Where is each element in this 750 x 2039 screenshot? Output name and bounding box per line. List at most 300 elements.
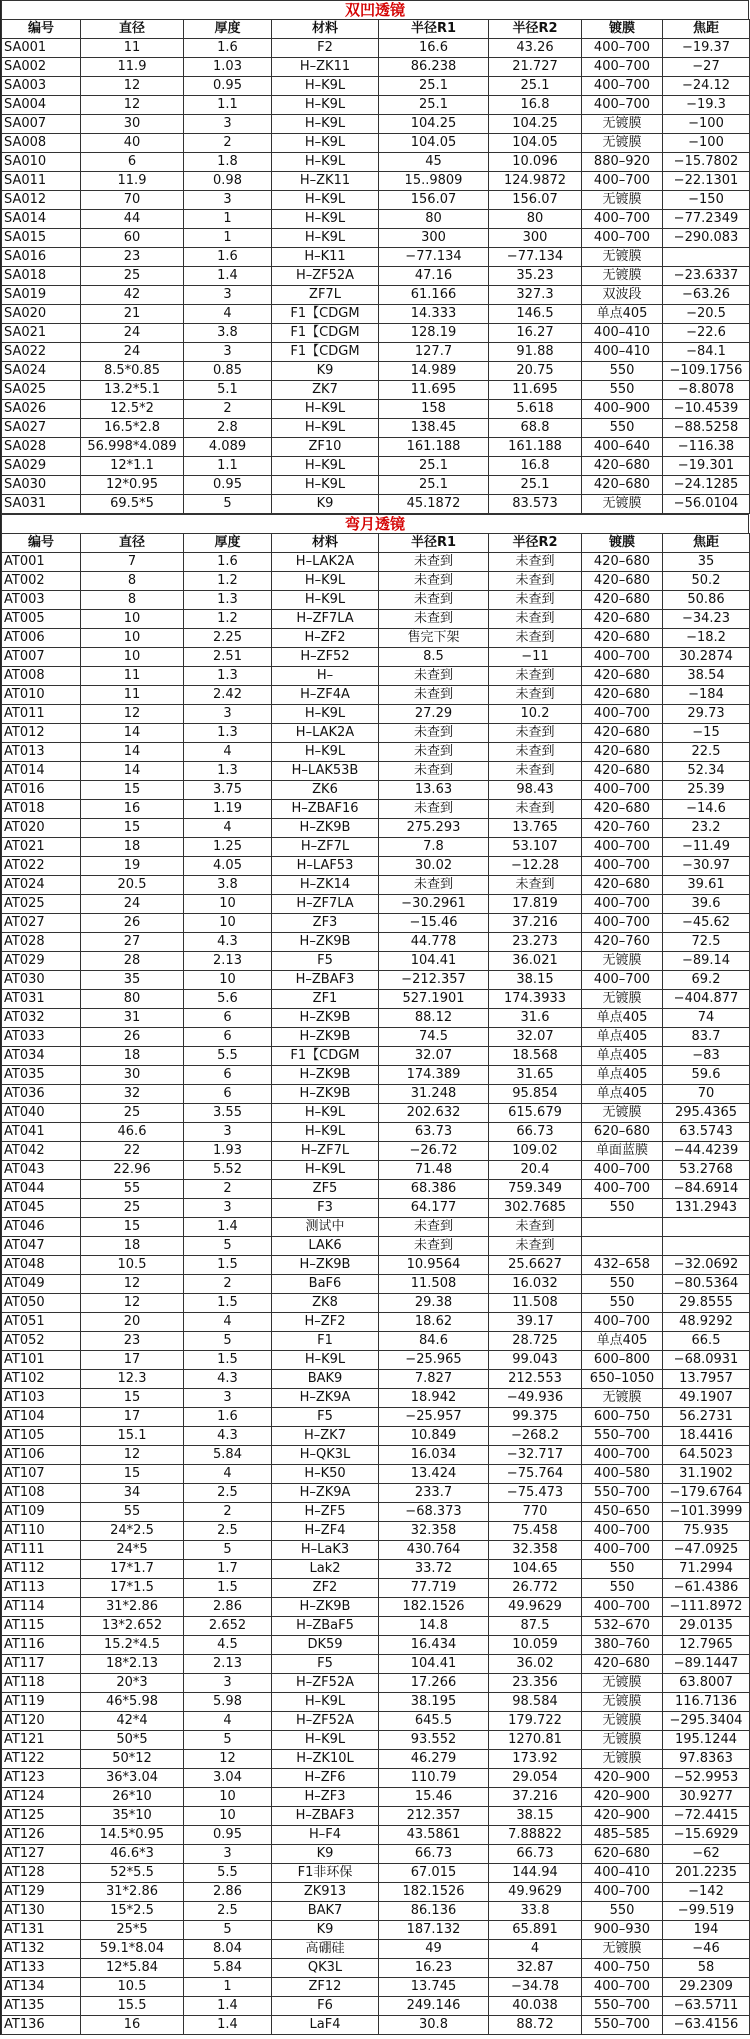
table-cell: 550: [582, 1902, 663, 1921]
table-cell: 21: [81, 305, 184, 324]
table-cell: AT021: [2, 838, 81, 857]
table-cell: AT129: [2, 1883, 81, 1902]
table-cell: 173.92: [489, 1750, 582, 1769]
table-cell: 1.4: [184, 267, 272, 286]
table-cell: 32: [81, 1085, 184, 1104]
table-cell: 5.98: [184, 1693, 272, 1712]
table-row: [2, 77, 750, 96]
table-cell: 13.765: [489, 819, 582, 838]
table-cell: 7.8: [379, 838, 489, 857]
table-cell: 420–760: [582, 933, 663, 952]
table-cell: −25.957: [379, 1408, 489, 1427]
table-cell: 77.719: [379, 1579, 489, 1598]
table-cell: −24.1285: [663, 476, 750, 495]
table-cell: AT042: [2, 1142, 81, 1161]
table-cell: AT030: [2, 971, 81, 990]
table-row: [2, 1921, 750, 1940]
table-cell: −14.6: [663, 800, 750, 819]
table-cell: 69.2: [663, 971, 750, 990]
table-cell: Lak2: [272, 1560, 379, 1579]
table-cell: −75.473: [489, 1484, 582, 1503]
table-cell: 未查到: [489, 1237, 582, 1256]
table-cell: 17.819: [489, 895, 582, 914]
table-cell: 2.51: [184, 648, 272, 667]
table-cell: 25.1: [489, 77, 582, 96]
table-row: [2, 495, 750, 514]
table-cell: 2: [184, 1275, 272, 1294]
table-cell: ZK7: [272, 381, 379, 400]
table-cell: SA008: [2, 134, 81, 153]
table-cell: 420–680: [582, 1655, 663, 1674]
table-cell: −109.1756: [663, 362, 750, 381]
table-row: [2, 1997, 750, 2016]
table-cell: 5: [184, 1731, 272, 1750]
table-cell: H–ZK14: [272, 876, 379, 895]
table-cell: 900–930: [582, 1921, 663, 1940]
table-cell: 645.5: [379, 1712, 489, 1731]
table-cell: 124.9872: [489, 172, 582, 191]
table-cell: 17: [81, 1351, 184, 1370]
table-cell: 420–680: [582, 476, 663, 495]
table-cell: H–ZK10L: [272, 1750, 379, 1769]
table-cell: F1【CDGM: [272, 343, 379, 362]
table-cell: 25: [81, 1104, 184, 1123]
table-cell: 12: [81, 1446, 184, 1465]
table-cell: 未查到: [379, 591, 489, 610]
table-cell: 16.032: [489, 1275, 582, 1294]
column-header: 半径R2: [489, 534, 582, 553]
table-cell: H–ZBAF3: [272, 971, 379, 990]
table-cell: AT010: [2, 686, 81, 705]
table-cell: [663, 1237, 750, 1256]
table-cell: 44: [81, 210, 184, 229]
table-cell: 202.632: [379, 1104, 489, 1123]
table-cell: −44.4239: [663, 1142, 750, 1161]
table-cell: 233.7: [379, 1484, 489, 1503]
table-cell: SA025: [2, 381, 81, 400]
table-cell: 80: [489, 210, 582, 229]
table-cell: 15: [81, 1218, 184, 1237]
table-cell: −19.301: [663, 457, 750, 476]
table-cell: 46*5.98: [81, 1693, 184, 1712]
table-cell: 4.3: [184, 1370, 272, 1389]
table-cell: 单点405: [582, 1066, 663, 1085]
table-row: [2, 1902, 750, 1921]
table-cell: 50.86: [663, 591, 750, 610]
table-cell: 71.2994: [663, 1560, 750, 1579]
column-header: 镀膜: [582, 20, 663, 39]
table-cell: 650–1050: [582, 1370, 663, 1389]
table-cell: 1.3: [184, 591, 272, 610]
table-cell: AT131: [2, 1921, 81, 1940]
table-cell: 1.93: [184, 1142, 272, 1161]
table-cell: 20.75: [489, 362, 582, 381]
table-cell: 30.8: [379, 2016, 489, 2035]
table-cell: 1.1: [184, 96, 272, 115]
table-cell: 75.458: [489, 1522, 582, 1541]
table-cell: 未查到: [379, 743, 489, 762]
table-cell: 未查到: [379, 572, 489, 591]
table-row: [2, 1503, 750, 1522]
table-cell: 550: [582, 1294, 663, 1313]
table-row: [2, 838, 750, 857]
table-cell: 2: [184, 1503, 272, 1522]
table-row: [2, 210, 750, 229]
column-header: 厚度: [184, 20, 272, 39]
table-cell: 未查到: [379, 667, 489, 686]
table-cell: 146.5: [489, 305, 582, 324]
table-cell: LAK6: [272, 1237, 379, 1256]
table-cell: BaF6: [272, 1275, 379, 1294]
table-cell: 68.8: [489, 419, 582, 438]
table-cell: 35: [81, 971, 184, 990]
table-cell: 63.8007: [663, 1674, 750, 1693]
table-cell: H–ZF2: [272, 629, 379, 648]
table-cell: 25.1: [379, 96, 489, 115]
table-cell: 26: [81, 914, 184, 933]
table-cell: 13.424: [379, 1465, 489, 1484]
table-cell: −268.2: [489, 1427, 582, 1446]
table-cell: 5.618: [489, 400, 582, 419]
table-cell: 61.166: [379, 286, 489, 305]
table-row: [2, 1009, 750, 1028]
table-cell: 无镀膜: [582, 1674, 663, 1693]
table-cell: 527.1901: [379, 990, 489, 1009]
table-cell: −77.2349: [663, 210, 750, 229]
table-cell: 42*4: [81, 1712, 184, 1731]
table-cell: 1.4: [184, 1218, 272, 1237]
table-cell: −75.764: [489, 1465, 582, 1484]
table-cell: 33.72: [379, 1560, 489, 1579]
table-cell: 40: [81, 134, 184, 153]
table-cell: 18: [81, 838, 184, 857]
table-cell: F6: [272, 1997, 379, 2016]
table-cell: AT102: [2, 1370, 81, 1389]
table-cell: −15.46: [379, 914, 489, 933]
table-cell: 20.4: [489, 1161, 582, 1180]
table-cell: 485–585: [582, 1826, 663, 1845]
table-cell: H–K50: [272, 1465, 379, 1484]
table-cell: 58: [663, 1959, 750, 1978]
table-cell: AT116: [2, 1636, 81, 1655]
table-cell: 1.3: [184, 667, 272, 686]
table-cell: 3.75: [184, 781, 272, 800]
table-cell: 179.722: [489, 1712, 582, 1731]
table-cell: AT049: [2, 1275, 81, 1294]
table-cell: 5.1: [184, 381, 272, 400]
table-cell: 11: [81, 686, 184, 705]
table-cell: 单点405: [582, 1085, 663, 1104]
table-cell: 15*2.5: [81, 1902, 184, 1921]
table-cell: 380–760: [582, 1636, 663, 1655]
table-cell: 1.25: [184, 838, 272, 857]
table-row: [2, 305, 750, 324]
table-cell: 4: [184, 1465, 272, 1484]
table-cell: −89.14: [663, 952, 750, 971]
table-cell: 86.238: [379, 58, 489, 77]
table-cell: 3: [184, 1123, 272, 1142]
table-cell: H–K9L: [272, 457, 379, 476]
table-cell: 104.05: [379, 134, 489, 153]
table-cell: 10: [81, 648, 184, 667]
table-cell: SA007: [2, 115, 81, 134]
table-cell: 3: [184, 1389, 272, 1408]
table-cell: SA016: [2, 248, 81, 267]
table-cell: 5.52: [184, 1161, 272, 1180]
table-cell: 17*1.7: [81, 1560, 184, 1579]
table-cell: 4: [184, 1712, 272, 1731]
table-cell: 0.95: [184, 476, 272, 495]
table-cell: 104.65: [489, 1560, 582, 1579]
table-cell: 18: [81, 1237, 184, 1256]
table-cell: 70: [663, 1085, 750, 1104]
table-cell: −184: [663, 686, 750, 705]
table-cell: 无镀膜: [582, 495, 663, 514]
table-cell: 400–410: [582, 1864, 663, 1883]
table-cell: 16.6: [379, 39, 489, 58]
table-cell: 29.2309: [663, 1978, 750, 1997]
table-cell: 0.85: [184, 362, 272, 381]
table-cell: 98.584: [489, 1693, 582, 1712]
table-cell: 1: [184, 210, 272, 229]
table-cell: 12: [81, 1294, 184, 1313]
table-cell: 1.7: [184, 1560, 272, 1579]
table-cell: −111.8972: [663, 1598, 750, 1617]
table-cell: 12: [184, 1750, 272, 1769]
table-cell: 400–700: [582, 58, 663, 77]
table-row: [2, 1294, 750, 1313]
table-cell: 10: [184, 1788, 272, 1807]
table-cell: 25*5: [81, 1921, 184, 1940]
table-cell: 46.279: [379, 1750, 489, 1769]
table-cell: H–ZF52A: [272, 267, 379, 286]
table-cell: −83: [663, 1047, 750, 1066]
table-cell: ZF10: [272, 438, 379, 457]
table-cell: 187.132: [379, 1921, 489, 1940]
table-cell: H–ZK9B: [272, 1028, 379, 1047]
table-row: [2, 39, 750, 58]
table-cell: 未查到: [379, 724, 489, 743]
table-cell: 144.94: [489, 1864, 582, 1883]
table-cell: −15.6929: [663, 1826, 750, 1845]
table-cell: F3: [272, 1199, 379, 1218]
table-cell: 1.3: [184, 724, 272, 743]
table-cell: QK3L: [272, 1959, 379, 1978]
table-cell: 400–700: [582, 229, 663, 248]
table-cell: AT043: [2, 1161, 81, 1180]
table-cell: 69.5*5: [81, 495, 184, 514]
table-cell: 40.038: [489, 1997, 582, 2016]
table-cell: 327.3: [489, 286, 582, 305]
table-row: [2, 134, 750, 153]
table-cell: −63.4156: [663, 2016, 750, 2035]
table-cell: 20*3: [81, 1674, 184, 1693]
table-cell: 24: [81, 324, 184, 343]
table-cell: 550: [582, 1579, 663, 1598]
table-cell: 880–920: [582, 153, 663, 172]
table-row: [2, 172, 750, 191]
table-cell: [582, 1218, 663, 1237]
table-cell: H–ZF3: [272, 1788, 379, 1807]
table-cell: AT012: [2, 724, 81, 743]
table-cell: 80: [379, 210, 489, 229]
section-title: 弯月透镜: [1, 514, 749, 533]
table-cell: 55: [81, 1503, 184, 1522]
table-row: [2, 819, 750, 838]
table-cell: −19.37: [663, 39, 750, 58]
table-cell: 56.998*4.089: [81, 438, 184, 457]
table-row: [2, 419, 750, 438]
table-cell: 15: [81, 1465, 184, 1484]
table-cell: AT112: [2, 1560, 81, 1579]
table-cell: AT132: [2, 1940, 81, 1959]
table-cell: 24: [81, 895, 184, 914]
table-cell: 16.27: [489, 324, 582, 343]
table-row: [2, 1940, 750, 1959]
table-cell: 400–640: [582, 438, 663, 457]
table-cell: 400–700: [582, 705, 663, 724]
table-cell: 15.1: [81, 1427, 184, 1446]
table-cell: H–ZF7L: [272, 1142, 379, 1161]
table-cell: 59.1*8.04: [81, 1940, 184, 1959]
table-cell: AT040: [2, 1104, 81, 1123]
table-row: [2, 1712, 750, 1731]
table-cell: H–ZBaF5: [272, 1617, 379, 1636]
table-row: [2, 857, 750, 876]
table-cell: 11: [81, 667, 184, 686]
table-row: [2, 1465, 750, 1484]
table-row: [2, 762, 750, 781]
table-row: [2, 1066, 750, 1085]
table-cell: H–ZK11: [272, 172, 379, 191]
table-cell: 18.4416: [663, 1427, 750, 1446]
table-cell: 11.9: [81, 172, 184, 191]
table-cell: AT107: [2, 1465, 81, 1484]
table-cell: H–ZBAF16: [272, 800, 379, 819]
table-cell: 37.216: [489, 914, 582, 933]
table-cell: 550: [582, 362, 663, 381]
table-row: [2, 1750, 750, 1769]
table-cell: −27: [663, 58, 750, 77]
header-row: [2, 534, 750, 553]
table-row: [2, 1332, 750, 1351]
table-row: [2, 1199, 750, 1218]
table-cell: F1【CDGM: [272, 324, 379, 343]
table-cell: 420–760: [582, 819, 663, 838]
table-row: [2, 438, 750, 457]
table-cell: 1.2: [184, 572, 272, 591]
table-row: [2, 1104, 750, 1123]
table-cell: 400–750: [582, 1959, 663, 1978]
table-cell: 2.13: [184, 952, 272, 971]
table-cell: 48.9292: [663, 1313, 750, 1332]
table-cell: H–K9L: [272, 572, 379, 591]
table-row: [2, 115, 750, 134]
table-cell: 31.1902: [663, 1465, 750, 1484]
table-cell: 12: [81, 705, 184, 724]
table-row: [2, 895, 750, 914]
table-cell: 未查到: [489, 629, 582, 648]
table-cell: 600–800: [582, 1351, 663, 1370]
table-row: [2, 667, 750, 686]
table-cell: 88.72: [489, 2016, 582, 2035]
table-cell: −26.72: [379, 1142, 489, 1161]
table-cell: 23: [81, 248, 184, 267]
table-cell: 10.5: [81, 1256, 184, 1275]
table-cell: 29.0135: [663, 1617, 750, 1636]
table-row: [2, 476, 750, 495]
table-cell: H–ZK9B: [272, 819, 379, 838]
table-cell: AT110: [2, 1522, 81, 1541]
table-cell: 未查到: [489, 572, 582, 591]
biconcave-lens-table: [1, 19, 750, 514]
table-cell: SA022: [2, 343, 81, 362]
table-row: [2, 58, 750, 77]
table-cell: 7: [81, 553, 184, 572]
table-cell: 400–700: [582, 77, 663, 96]
table-cell: 17*1.5: [81, 1579, 184, 1598]
table-cell: 25.1: [379, 77, 489, 96]
table-cell: 1.2: [184, 610, 272, 629]
table-cell: K9: [272, 1921, 379, 1940]
table-cell: H–K9L: [272, 743, 379, 762]
table-cell: 12*5.84: [81, 1959, 184, 1978]
table-cell: 未查到: [489, 762, 582, 781]
table-cell: 未查到: [379, 800, 489, 819]
table-cell: 无镀膜: [582, 191, 663, 210]
table-cell: 50*12: [81, 1750, 184, 1769]
table-cell: SA012: [2, 191, 81, 210]
table-cell: AT126: [2, 1826, 81, 1845]
table-row: [2, 1142, 750, 1161]
table-row: [2, 914, 750, 933]
table-cell: 4: [184, 305, 272, 324]
table-cell: 1.19: [184, 800, 272, 819]
table-cell: 83.573: [489, 495, 582, 514]
table-cell: 6: [184, 1066, 272, 1085]
table-cell: H–ZF2: [272, 1313, 379, 1332]
table-cell: H–ZF52A: [272, 1674, 379, 1693]
table-cell: 27: [81, 933, 184, 952]
table-cell: 1.6: [184, 553, 272, 572]
table-cell: 182.1526: [379, 1883, 489, 1902]
table-cell: ZF3: [272, 914, 379, 933]
table-cell: 30.9277: [663, 1788, 750, 1807]
table-cell: AT125: [2, 1807, 81, 1826]
table-row: [2, 1256, 750, 1275]
table-cell: 无镀膜: [582, 115, 663, 134]
table-cell: 12: [81, 77, 184, 96]
table-cell: 174.389: [379, 1066, 489, 1085]
table-cell: −61.4386: [663, 1579, 750, 1598]
table-cell: F1【CDGM: [272, 305, 379, 324]
table-cell: 84.6: [379, 1332, 489, 1351]
table-cell: 28.725: [489, 1332, 582, 1351]
table-cell: 5: [184, 495, 272, 514]
table-cell: 23.356: [489, 1674, 582, 1693]
table-cell: 35.23: [489, 267, 582, 286]
table-cell: 420–680: [582, 762, 663, 781]
table-row: [2, 610, 750, 629]
table-cell: 16: [81, 2016, 184, 2035]
table-row: [2, 1959, 750, 1978]
table-cell: 29.38: [379, 1294, 489, 1313]
table-cell: −22.1301: [663, 172, 750, 191]
table-cell: H–K9L: [272, 210, 379, 229]
table-cell: AT031: [2, 990, 81, 1009]
table-cell: H–ZK9B: [272, 1009, 379, 1028]
table-cell: 21.727: [489, 58, 582, 77]
